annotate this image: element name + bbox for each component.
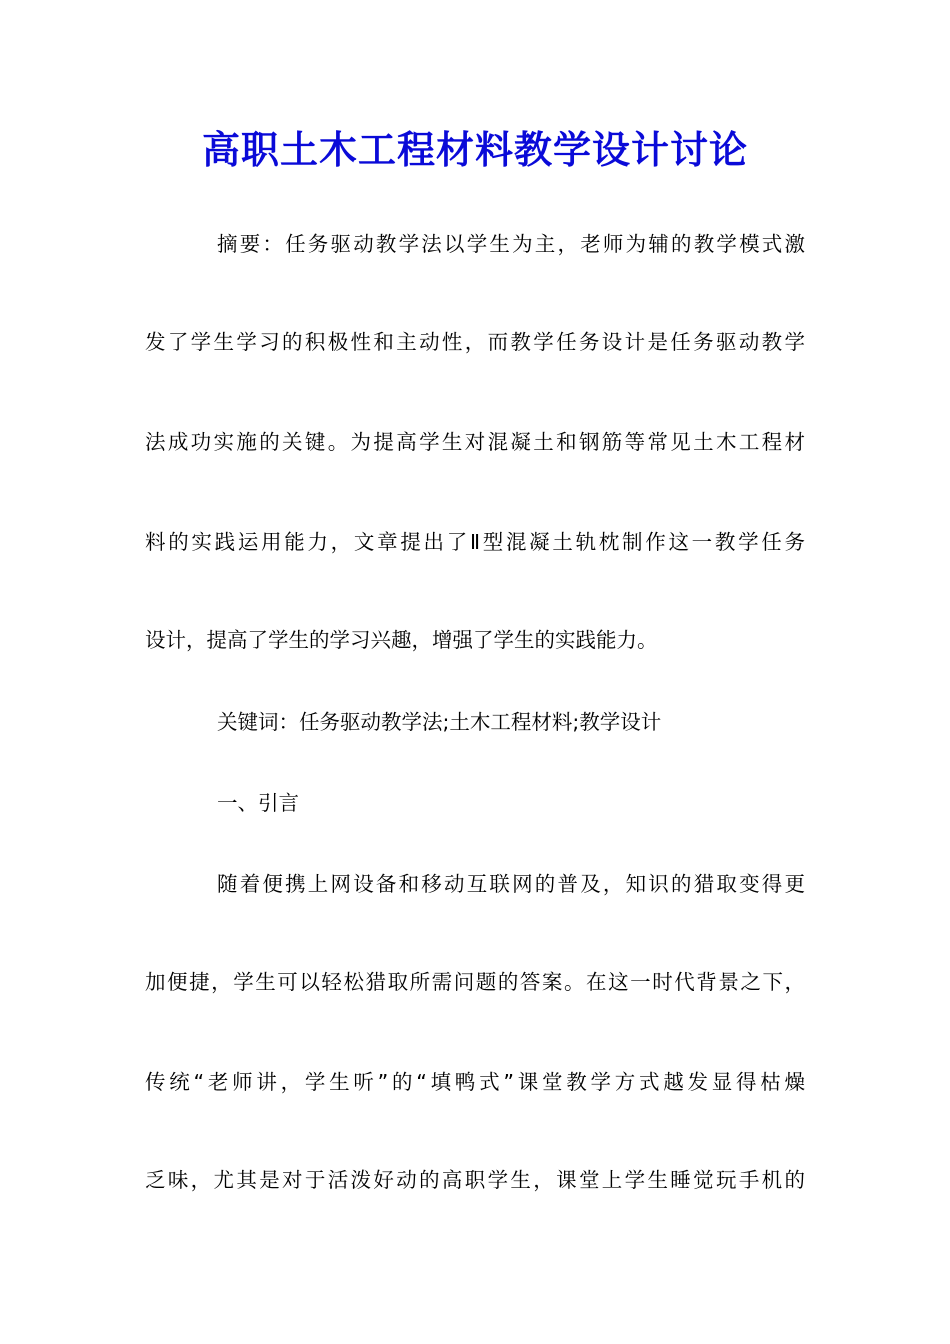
- abstract-line-1: 摘要：任务驱动教学法以学生为主，老师为辅的教学模式激: [217, 232, 805, 256]
- keywords-line: 关键词：任务驱动教学法;土木工程材料;教学设计: [217, 710, 662, 734]
- abstract-line-2: 发了学生学习的积极性和主动性，而教学任务设计是任务驱动教学: [145, 330, 805, 354]
- section-heading-introduction: 一、引言: [217, 791, 299, 815]
- document-title: 高职土木工程材料教学设计讨论: [201, 127, 748, 172]
- abstract-line-4: 料的实践运用能力，文章提出了Ⅱ型混凝土轨枕制作这一教学任务: [145, 530, 805, 554]
- abstract-line-3: 法成功实施的关键。为提高学生对混凝土和钢筋等常见土木工程材: [145, 430, 805, 454]
- body-line-3: 传统“老师讲，学生听”的“填鸭式”课堂教学方式越发显得枯燥: [145, 1070, 805, 1094]
- body-line-4: 乏味，尤其是对于活泼好动的高职学生，课堂上学生睡觉玩手机的: [145, 1168, 805, 1192]
- abstract-line-5: 设计，提高了学生的学习兴趣，增强了学生的实践能力。: [145, 628, 658, 652]
- body-line-1: 随着便携上网设备和移动互联网的普及，知识的猎取变得更: [217, 872, 805, 896]
- body-line-2: 加便捷，学生可以轻松猎取所需问题的答案。在这一时代背景之下，: [145, 970, 805, 994]
